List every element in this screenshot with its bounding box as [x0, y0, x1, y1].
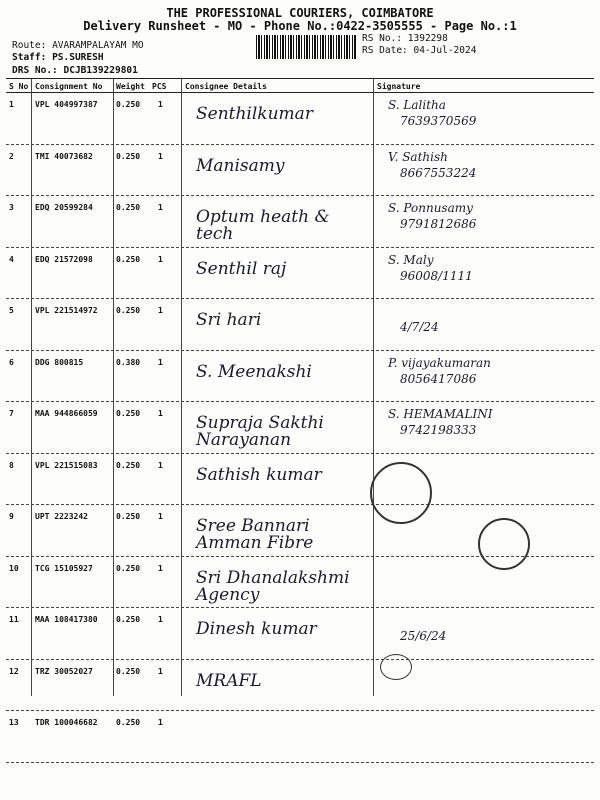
row-pcs: 1: [158, 151, 163, 161]
row-signature-note: 4/7/24: [400, 320, 439, 334]
row-signature-handwritten: S. Maly: [388, 252, 434, 267]
row-pcs: 1: [158, 203, 163, 212]
staff-line: [12, 52, 104, 63]
row-weight: 0.250: [116, 100, 141, 109]
row-signature-note: 8056417086: [400, 371, 477, 386]
courier-stamp: [370, 462, 432, 524]
row-separator: [6, 762, 594, 763]
row-weight: 0.250: [116, 718, 141, 727]
row-weight: 0.250: [116, 666, 141, 676]
row-consignee-handwritten: Optum heath & tech: [196, 207, 330, 244]
col-consignment: Consignment No: [35, 82, 103, 91]
row-consignee-handwritten: Manisamy: [196, 155, 285, 176]
row-weight: 0.250: [116, 306, 141, 315]
row-sno: 9: [9, 512, 14, 521]
row-signature-handwritten: S. Ponnusamy: [388, 201, 473, 215]
row-signature-handwritten: V. Sathish: [388, 149, 448, 164]
row-pcs: 1: [158, 306, 163, 315]
row-pcs: 1: [158, 409, 163, 418]
rs-date-value: 04-Jul-2024: [413, 45, 477, 56]
row-consignee-handwritten: Sathish kumar: [196, 464, 322, 485]
row-consignment-no: TMI 40073682: [35, 151, 93, 161]
row-sno: 4: [9, 254, 14, 264]
row-consignee-handwritten: Sri Dhanalakshmi Agency: [196, 567, 350, 605]
row-separator: [6, 350, 594, 351]
row-signature-handwritten: S. HEMAMALINI: [388, 407, 493, 421]
barcode: [256, 35, 356, 59]
row-weight: 0.250: [116, 409, 141, 418]
rs-no-value: 1392298: [407, 33, 448, 44]
drs-value: DCJB139229801: [63, 65, 138, 76]
row-consignment-no: MAA 108417380: [35, 615, 98, 624]
row-sno: 1: [9, 100, 14, 109]
row-sno: 10: [9, 563, 19, 573]
row-sno: 11: [9, 615, 19, 624]
row-consignee-handwritten: Senthil raj: [196, 258, 287, 279]
row-separator: [6, 298, 594, 299]
row-consignment-no: VPL 221514972: [35, 306, 98, 315]
runsheet-subtitle: Delivery Runsheet - MO - Phone No.:0422-3505555 - Page No.:1: [83, 19, 517, 33]
row-pcs: 1: [158, 357, 163, 367]
row-signature-note: 7639370569: [400, 114, 477, 128]
row-consignee-handwritten: MRAFL: [196, 670, 262, 691]
route-line: [12, 40, 144, 51]
row-weight: 0.250: [116, 460, 141, 470]
row-weight: 0.380: [116, 357, 141, 367]
header-bottom-rule: [6, 92, 594, 93]
row-consignee-handwritten: Dinesh kumar: [196, 619, 317, 639]
row-consignment-no: VPL 404997387: [35, 100, 98, 109]
rs-date-line: [362, 45, 476, 56]
row-consignee-handwritten: S. Meenakshi: [196, 361, 312, 382]
row-pcs: 1: [158, 563, 163, 573]
row-separator: [6, 247, 594, 248]
row-consignment-no: EDQ 21572098: [35, 254, 93, 264]
row-consignment-no: VPL 221515083: [35, 460, 98, 470]
row-signature-note: 8667553224: [400, 165, 477, 180]
row-signature-handwritten: P. vijayakumaran: [388, 355, 491, 370]
row-sno: 2: [9, 151, 14, 161]
row-separator: [6, 504, 594, 505]
row-pcs: 1: [158, 666, 163, 676]
row-weight: 0.250: [116, 203, 141, 212]
row-consignee-handwritten: Sree Bannari Amman Fibre: [196, 516, 314, 553]
row-pcs: 1: [158, 460, 163, 470]
table-top-rule: [6, 78, 594, 79]
row-pcs: 1: [158, 718, 163, 727]
row-separator: [6, 453, 594, 454]
rs-no-line: [362, 33, 448, 44]
row-consignee-handwritten: Supraja Sakthi Narayanan: [196, 413, 324, 450]
circle-mark: [380, 654, 412, 680]
row-sno: 13: [9, 718, 19, 727]
row-consignment-no: EDQ 20599284: [35, 203, 93, 212]
row-pcs: 1: [158, 100, 163, 109]
courier-stamp: [478, 518, 530, 570]
col-weight: Weight: [116, 82, 145, 91]
row-signature-note: 25/6/24: [400, 629, 447, 643]
row-weight: 0.250: [116, 563, 141, 573]
row-sno: 6: [9, 357, 14, 367]
col-sno: S No: [9, 82, 29, 91]
row-separator: [6, 710, 594, 711]
row-signature-handwritten: S. Lalitha: [388, 98, 446, 112]
route-label: Route:: [12, 40, 47, 51]
company-title: THE PROFESSIONAL COURIERS, COIMBATORE: [166, 6, 434, 20]
column-divider: [373, 79, 374, 696]
column-divider: [113, 79, 114, 696]
row-weight: 0.250: [116, 615, 141, 624]
row-pcs: 1: [158, 615, 163, 624]
row-weight: 0.250: [116, 512, 141, 521]
row-consignment-no: MAA 944866059: [35, 409, 98, 418]
row-sno: 8: [9, 460, 14, 470]
col-pcs: PCS: [152, 82, 167, 91]
row-separator: [6, 144, 594, 145]
row-signature-note: 96008/1111: [400, 268, 473, 283]
row-consignment-no: UPT 2223242: [35, 512, 88, 521]
row-sno: 5: [9, 306, 14, 315]
row-consignment-no: TRZ 30052027: [35, 666, 93, 676]
route-value: AVARAMPALAYAM MO: [52, 40, 144, 51]
row-sno: 3: [9, 203, 14, 212]
row-signature-note: 9791812686: [400, 217, 477, 231]
row-separator: [6, 659, 594, 660]
row-consignment-no: TDR 100046682: [35, 718, 98, 727]
row-separator: [6, 401, 594, 402]
row-weight: 0.250: [116, 151, 141, 161]
drs-line: [12, 65, 138, 76]
row-pcs: 1: [158, 512, 163, 521]
row-consignment-no: DDG 800815: [35, 357, 84, 367]
drs-label: DRS No.:: [12, 65, 58, 76]
row-sno: 12: [9, 666, 19, 676]
row-consignee-handwritten: Senthilkumar: [196, 104, 313, 124]
row-pcs: 1: [158, 254, 163, 264]
row-consignee-handwritten: Sri hari: [196, 310, 262, 330]
staff-label: Staff:: [12, 52, 47, 63]
col-signature: Signature: [377, 82, 421, 91]
row-separator: [6, 195, 594, 196]
column-divider: [31, 79, 32, 696]
col-consignee: Consignee Details: [185, 82, 267, 91]
staff-value: PS.SURESH: [52, 52, 104, 63]
column-divider: [181, 79, 182, 696]
row-sno: 7: [9, 409, 14, 418]
row-signature-note: 9742198333: [400, 423, 477, 437]
rs-no-label: RS No.:: [362, 33, 403, 44]
rs-date-label: RS Date:: [362, 45, 408, 56]
row-separator: [6, 607, 594, 608]
row-weight: 0.250: [116, 254, 141, 264]
row-consignment-no: TCG 15105927: [35, 563, 93, 573]
